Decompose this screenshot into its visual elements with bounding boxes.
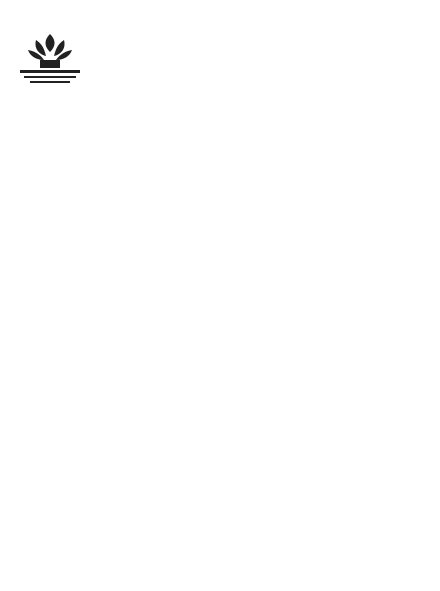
notice-line xyxy=(6,92,434,113)
notice-line xyxy=(6,112,434,133)
notice-body xyxy=(6,30,434,545)
notice-line xyxy=(6,442,434,463)
notice-line xyxy=(6,380,434,401)
notice-line xyxy=(6,133,434,154)
notice-line xyxy=(6,236,434,257)
state-registration-emblem-icon xyxy=(6,30,94,86)
notice-line xyxy=(6,339,434,360)
notice-line xyxy=(6,298,434,319)
notice-line xyxy=(6,277,434,298)
notice-line xyxy=(102,30,434,51)
notice-line xyxy=(6,318,434,339)
notice-header xyxy=(6,4,434,30)
notice-line xyxy=(6,215,434,236)
notice-line xyxy=(6,174,434,195)
notice-line xyxy=(6,483,434,504)
notice-line xyxy=(6,462,434,483)
notice-line xyxy=(6,154,434,175)
notice-line xyxy=(6,421,434,442)
notice-line xyxy=(102,71,434,92)
notice-line xyxy=(6,524,434,545)
notice-line xyxy=(6,504,434,525)
notice-line xyxy=(6,401,434,422)
notice-line xyxy=(6,257,434,278)
notice-line xyxy=(6,195,434,216)
notice-line xyxy=(102,51,434,72)
notice-line xyxy=(6,360,434,381)
